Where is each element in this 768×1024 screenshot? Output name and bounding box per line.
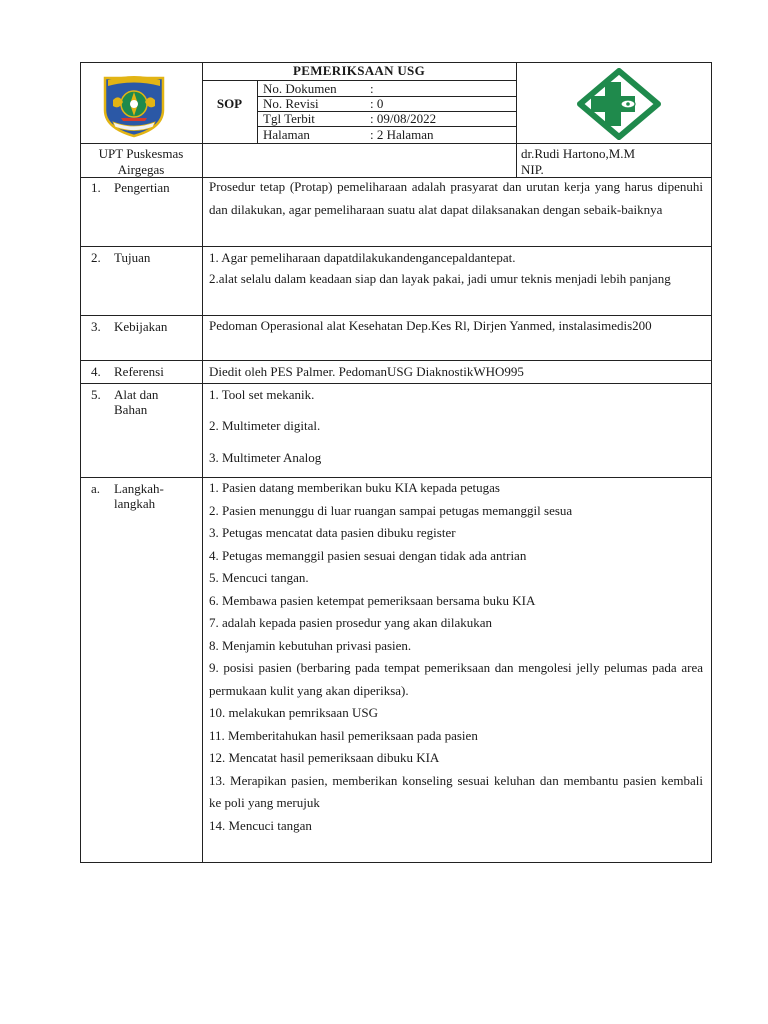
- step-item: 4. Petugas memanggil pasien sesuai dengan tidak ada antrian: [209, 547, 527, 563]
- row-content-kebijakan: Pedoman Operasional alat Kesehatan Dep.Kes Rl, Dirjen Yanmed, instalasimedis200: [209, 318, 652, 333]
- divider-title: [202, 80, 516, 81]
- border-bottom: [80, 862, 712, 863]
- row-label-alat-line2: Bahan: [114, 402, 148, 417]
- puskesmas-logo: [576, 68, 662, 140]
- steps-list: [209, 477, 703, 837]
- step-item: 6. Membawa pasien ketempat pemeriksaan bersama buku KIA: [209, 592, 536, 608]
- row-content-pengertian: Prosedur tetap (Protap) pemeliharaan adalah prasyarat dan urutan kerja yang harus dipenuhi dan dilakukan, agar pemeliharaan suatu alat dapat dilaksanakan dengan sebaik-baiknya: [209, 179, 703, 217]
- signatory-name: dr.Rudi Hartono,M.M: [521, 146, 636, 161]
- row-number-langkah: a.: [91, 481, 101, 496]
- meta-value-no-revisi: : 0: [370, 96, 384, 111]
- org-name-line1: UPT Puskesmas: [98, 146, 184, 161]
- meta-label-tgl-terbit: Tgl Terbit: [263, 111, 315, 126]
- row-label-kebijakan: Kebijakan: [114, 319, 168, 334]
- row-number-kebijakan: 3.: [91, 319, 101, 334]
- divider-col-label: [202, 62, 203, 862]
- step-item: 12. Mencatat hasil pemeriksaan dibuku KIA: [209, 750, 440, 765]
- meta-label-no-dokumen: No. Dokumen: [263, 81, 337, 96]
- regency-logo: [99, 70, 169, 139]
- step-item: 13. Merapikan pasien, memberikan konseling sesuai keluhan dan membantu pasien kembali ke poli yang merujuk: [209, 772, 703, 810]
- divider-row-1: [80, 246, 712, 247]
- sop-label: SOP: [216, 96, 243, 111]
- row-content-tujuan-2: 2.alat selalu dalam keadaan siap dan layak pakai, jadi umur teknis menjadi lebih panjang: [209, 271, 671, 286]
- row-label-langkah-line1: Langkah-: [114, 481, 164, 496]
- meta-label-halaman: Halaman: [263, 127, 310, 142]
- document-title: PEMERIKSAAN USG: [293, 63, 425, 78]
- row-label-tujuan: Tujuan: [114, 250, 151, 265]
- row-number-alat: 5.: [91, 387, 101, 402]
- step-item: 2. Pasien menunggu di luar ruangan sampai petugas memanggil sesua: [209, 502, 573, 518]
- alat-item: 2. Multimeter digital.: [209, 418, 321, 433]
- divider-row-4: [80, 383, 712, 384]
- step-item: 11. Memberitahukan hasil pemeriksaan pada pasien: [209, 727, 478, 743]
- meta-value-halaman: : 2 Halaman: [370, 127, 434, 142]
- alat-item: 1. Tool set mekanik.: [209, 387, 315, 402]
- step-item: 10. melakukan pemriksaan USG: [209, 705, 378, 720]
- divider-col-meta: [257, 80, 258, 143]
- alat-item: 3. Multimeter Analog: [209, 450, 322, 465]
- step-item: 5. Mencuci tangan.: [209, 570, 309, 585]
- step-item: 14. Mencuci tangan: [209, 817, 312, 833]
- row-number-tujuan: 2.: [91, 250, 101, 265]
- row-content-tujuan-1: 1. Agar pemeliharaan dapatdilakukandengancepaldantepat.: [209, 250, 516, 265]
- meta-label-no-revisi: No. Revisi: [263, 96, 319, 111]
- row-number-pengertian: 1.: [91, 180, 101, 195]
- org-name-line2: Airgegas: [117, 162, 165, 177]
- step-item: 7. adalah kepada pasien prosedur yang akan dilakukan: [209, 615, 493, 630]
- meta-value-no-dokumen: :: [370, 81, 374, 96]
- divider-col-right: [516, 62, 517, 177]
- border-right: [711, 62, 712, 862]
- step-item: 9. posisi pasien (berbaring pada tempat pemeriksaan dan mengolesi jelly pelumas pada area permukaan kulit yang akan diperiksa).: [209, 660, 703, 698]
- row-label-alat-line1: Alat dan: [114, 387, 159, 402]
- signatory-nip: NIP.: [521, 162, 544, 177]
- row-label-pengertian: Pengertian: [114, 180, 170, 195]
- divider-header-bottom: [80, 143, 712, 144]
- row-content-referensi: Diedit oleh PES Palmer. PedomanUSG DiaknostikWHO995: [209, 364, 524, 379]
- row-label-referensi: Referensi: [114, 364, 164, 379]
- step-item: 3. Petugas mencatat data pasien dibuku register: [209, 525, 456, 540]
- meta-value-tgl-terbit: : 09/08/2022: [370, 111, 437, 126]
- step-item: 8. Menjamin kebutuhan privasi pasien.: [209, 637, 412, 653]
- row-label-langkah-line2: langkah: [114, 496, 156, 511]
- divider-row-3: [80, 360, 712, 361]
- step-item: 1. Pasien datang memberikan buku KIA kepada petugas: [209, 480, 500, 495]
- row-number-referensi: 4.: [91, 364, 101, 379]
- border-left: [80, 62, 81, 862]
